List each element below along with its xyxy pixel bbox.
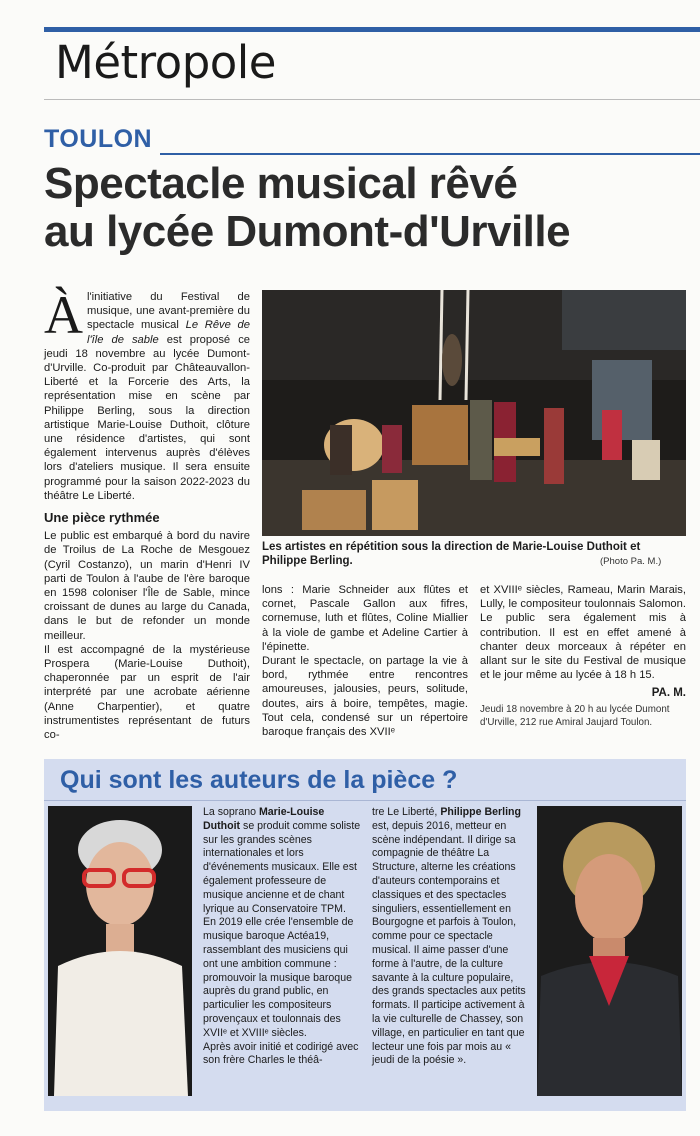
kicker-divider: [160, 153, 700, 155]
headline: [44, 160, 700, 256]
portrait-duthoit: [48, 806, 192, 1096]
col2-paragraph-1: lons : Marie Schneider aux flûtes et cornet, Pascale Gallon aux fifres, cornemuse, luth et flûtes, Coline Miallier à la viole de gambe et Adeline Cartier à l'épinette.: [262, 584, 468, 653]
top-rule: [44, 27, 700, 32]
headline-line-2: au lycée Dumont-d'Urville: [44, 207, 571, 256]
col2-paragraph-2: Durant le spectacle, on partage la vie à bord, rythmée entre rencontres amoureuses, jalousies, peurs, solitude, doutes, airs à boire, tempêtes, magie. Tout cela, condensé sur un répertoire baroque français des XVIIᵉ: [262, 655, 468, 739]
section-title: Métropole: [55, 36, 276, 89]
dropcap: À: [44, 285, 83, 345]
box-divider: [44, 800, 686, 801]
article-column-2: [262, 583, 468, 739]
article-column-3: [480, 583, 686, 729]
location-kicker: TOULON: [44, 125, 153, 153]
box-column-1: La soprano Marie-Louise Duthoit se produit comme soliste sur les grandes scènes internationales et lors d'événements musicaux. Elle est également professeure de musique ancienne et de chant lyrique au Conservatoire TPM. En 2019 elle crée l'ensemble de musique baroque Actéa19, rassemblant des musiciens qui ont une ambition commune : promouvoir la musique baroque auprès du grand public, en particulier les compositeurs provençaux et toulonnais des XVIIᵉ et XVIIIᵉ siècles. Après avoir initié et codirigé avec son frère Charles le théâ-: [203, 806, 361, 1067]
photo-caption: Les artistes en répétition sous la direction de Marie-Louise Duthoit et Philippe Berling.: [262, 541, 641, 567]
section-divider: [44, 99, 700, 100]
photo-credit: (Photo Pa. M.): [600, 556, 662, 567]
event-info: Jeudi 18 novembre à 20 h au lycée Dumont d'Urville, 212 rue Amiral Jaujard Toulon.: [480, 703, 670, 728]
show-title: Le Rêve de l'île de sable: [87, 319, 250, 346]
rehearsal-photo: [262, 290, 686, 536]
lead-rest: est proposé ce jeudi 18 novembre au lycée Dumont-d'Urville. Co-produit par Châteauvallon-Liberté et la Forcerie des Arts, la représentation mise en scène par Philippe Berling, sous la direction artistique Marie-Louise Duthoit, clôture une résidence d'artistes, qui sont également intervenus auprès d'élèves lors d'ateliers musique. Il sera ensuite programmé pour la saison 2022-2023 du théâtre Le Liberté.: [44, 333, 251, 502]
article-column-1: [44, 285, 251, 742]
box-title: Qui sont les auteurs de la pièce ?: [60, 766, 458, 794]
name-duthoit: Marie-Louise Duthoit: [203, 806, 325, 832]
col3-paragraph-1: et XVIIIᵉ siècles, Rameau, Marin Marais, Lully, le compositeur toulonnais Salomon. Le public sera également mis à contribution. Il est en effet amené à chanter deux morceaux à répéter en allant sur le site du Festival de musique et le jour même au lycée à 18 h 15.: [480, 584, 686, 682]
lead-text: l'initiative du Festival de musique, une avant-première du spectacle musical: [87, 291, 250, 332]
headline-line-1: Spectacle musical rêvé: [44, 159, 518, 208]
author-signature: PA. M.: [651, 687, 686, 700]
subhead: Une pièce rythmée: [44, 510, 160, 526]
box-column-2: tre Le Liberté, Philippe Berling est, depuis 2016, metteur en scène indépendant. Il dirige sa compagnie de théâtre La Structure, alterne les créations d'auteurs contemporains et classiques et des spectacles singuliers, essentiellement en Bourgogne et parfois à Toulon, comme pour ce spectacle musical. Il aime passer d'une forme à l'autre, de la culture savante à la culture populaire, des grands spectacles aux petits formats. Il participe activement à la vie culturelle de Chassey, son village, en particulier en tant que lecteur une fois par mois au « jeudi de la poésie ».: [372, 806, 526, 1067]
paragraph-2: Le public est embarqué à bord du navire de Troilus de La Roche de Mesgouez (Cyril Costanzo), un marin d'Henri IV parti de Toulon à l'aube de l'ère baroque en 1598 coloniser l'Île de Sable, mince croissant de dunes au large du Canada, dans le but de refonder un monde meilleur.: [44, 530, 250, 642]
lead-paragraph: [44, 285, 251, 503]
paragraph-3: Il est accompagné de la mystérieuse Prospera (Marie-Louise Duthoit), chaperonnée par un esprit de l'air interprété par une acrobate aérienne (Anne Charpentier), et quatre instrumentistes représentant de futurs co-: [44, 643, 250, 742]
portrait-berling: [537, 806, 682, 1096]
name-berling: Philippe Berling: [440, 806, 521, 818]
